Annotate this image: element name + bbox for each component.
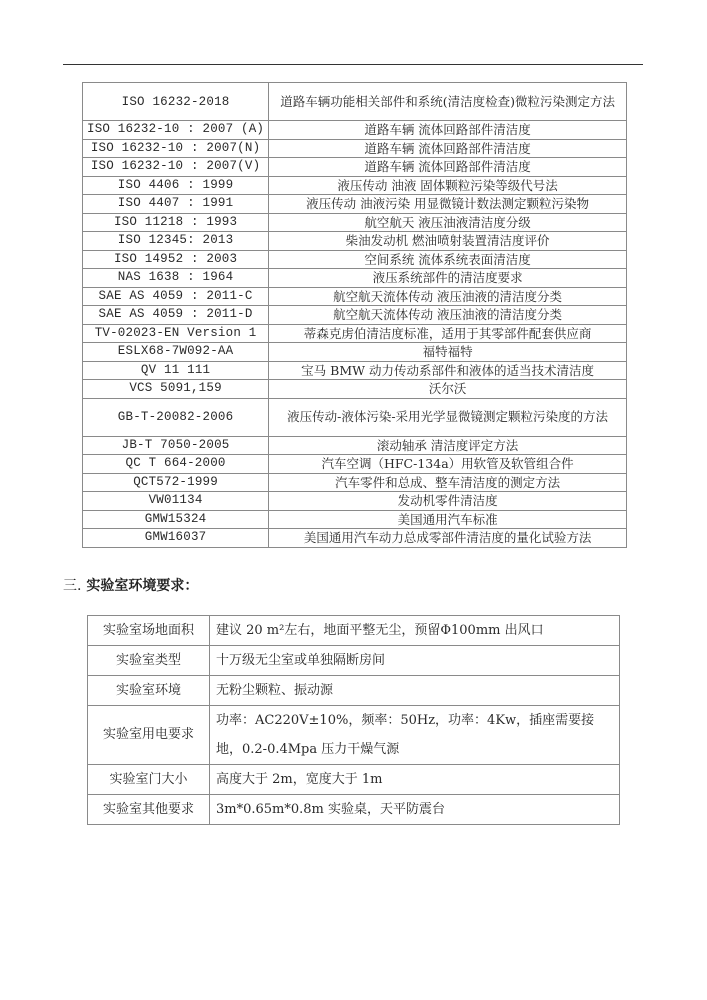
standard-code: ESLX68-7W092-AA (83, 343, 269, 362)
table-row (83, 436, 627, 455)
standard-code: ISO 16232-2018 (83, 83, 269, 121)
standard-code: VCS 5091,159 (83, 380, 269, 399)
table-row (88, 616, 620, 646)
standard-code: ISO 16232-10 : 2007 (A) (83, 121, 269, 140)
standard-name: 美国通用汽车动力总成零部件清洁度的量化试验方法 (269, 529, 627, 548)
standard-code: QV 11 111 (83, 361, 269, 380)
table-row (83, 287, 627, 306)
standard-name: 道路车辆 流体回路部件清洁度 (269, 158, 627, 177)
table-row (83, 343, 627, 362)
table-row (88, 765, 620, 795)
requirement-value: 十万级无尘室或单独隔断房间 (210, 646, 620, 676)
standard-code: TV-02023-EN Version 1 (83, 324, 269, 343)
standard-code: SAE AS 4059 : 2011-C (83, 287, 269, 306)
table-row (83, 361, 627, 380)
requirement-value: 高度大于 2m，宽度大于 1m (210, 765, 620, 795)
standard-name: 航空航天流体传动 液压油液的清洁度分类 (269, 287, 627, 306)
standard-name: 滚动轴承 清洁度评定方法 (269, 436, 627, 455)
standard-code: ISO 4406 : 1999 (83, 176, 269, 195)
standard-name: 空间系统 流体系统表面清洁度 (269, 250, 627, 269)
requirement-value: 无粉尘颗粒、振动源 (210, 676, 620, 706)
standard-name: 福特福特 (269, 343, 627, 362)
requirement-label: 实验室类型 (88, 646, 210, 676)
standard-code: ISO 12345: 2013 (83, 232, 269, 251)
standard-name: 液压传动 油液污染 用显微镜计数法测定颗粒污染物 (269, 195, 627, 214)
standards-table (82, 82, 627, 548)
standard-code: JB-T 7050-2005 (83, 436, 269, 455)
requirement-value: 功率：AC220V±10%，频率：50Hz，功率：4Kw，插座需要接地，0.2-0.4Mpa 压力干燥气源 (210, 706, 620, 765)
standard-name: 宝马 BMW 动力传动系部件和液体的适当技术清洁度 (269, 361, 627, 380)
table-row (83, 529, 627, 548)
table-row (83, 510, 627, 529)
standard-name: 航空航天 液压油液清洁度分级 (269, 213, 627, 232)
standard-name: 道路车辆功能相关部件和系统(清洁度检查)微粒污染测定方法 (269, 83, 627, 121)
standard-name: 蒂森克虏伯清洁度标准，适用于其零部件配套供应商 (269, 324, 627, 343)
standard-code: ISO 16232-10 : 2007(V) (83, 158, 269, 177)
requirement-label: 实验室用电要求 (88, 706, 210, 765)
standard-code: QCT572-1999 (83, 473, 269, 492)
standard-code: ISO 16232-10 : 2007(N) (83, 139, 269, 158)
table-row (83, 455, 627, 474)
requirement-label: 实验室其他要求 (88, 795, 210, 825)
table-row (83, 324, 627, 343)
table-row (83, 139, 627, 158)
table-row (83, 250, 627, 269)
table-row (83, 269, 627, 288)
table-row (88, 646, 620, 676)
standard-name: 液压系统部件的清洁度要求 (269, 269, 627, 288)
section-heading (63, 575, 198, 595)
standard-code: VW01134 (83, 492, 269, 511)
table-row (88, 706, 620, 765)
table-row (83, 380, 627, 399)
standard-name: 发动机零件清洁度 (269, 492, 627, 511)
lab-requirements-table (87, 615, 620, 825)
requirement-value: 3m*0.65m*0.8m 实验桌，天平防震台 (210, 795, 620, 825)
table-row (83, 232, 627, 251)
table-row (83, 83, 627, 121)
requirement-value: 建议 20 m²左右，地面平整无尘，预留Φ100mm 出风口 (210, 616, 620, 646)
table-row (83, 195, 627, 214)
standard-name: 道路车辆 流体回路部件清洁度 (269, 121, 627, 140)
standard-name: 道路车辆 流体回路部件清洁度 (269, 139, 627, 158)
standard-name: 液压传动 油液 固体颗粒污染等级代号法 (269, 176, 627, 195)
standard-code: ISO 11218 : 1993 (83, 213, 269, 232)
table-row (83, 473, 627, 492)
standard-code: SAE AS 4059 : 2011-D (83, 306, 269, 325)
table-row (88, 795, 620, 825)
section-number: 三. (63, 578, 82, 594)
requirement-label: 实验室门大小 (88, 765, 210, 795)
section-title: 实验室环境要求： (86, 578, 199, 594)
standard-code: GB-T-20082-2006 (83, 398, 269, 436)
table-row (83, 492, 627, 511)
header-rule (63, 64, 643, 65)
standard-name: 柴油发动机 燃油喷射装置清洁度评价 (269, 232, 627, 251)
table-row (83, 306, 627, 325)
table-row (83, 121, 627, 140)
table-row (83, 213, 627, 232)
requirement-label: 实验室场地面积 (88, 616, 210, 646)
table-row (88, 676, 620, 706)
table-row (83, 158, 627, 177)
table-row (83, 398, 627, 436)
standard-code: NAS 1638 : 1964 (83, 269, 269, 288)
standard-code: GMW15324 (83, 510, 269, 529)
standard-name: 液压传动-液体污染-采用光学显微镜测定颗粒污染度的方法 (269, 398, 627, 436)
standard-code: GMW16037 (83, 529, 269, 548)
standard-name: 沃尔沃 (269, 380, 627, 399)
requirement-label: 实验室环境 (88, 676, 210, 706)
standard-code: ISO 14952 : 2003 (83, 250, 269, 269)
standard-name: 航空航天流体传动 液压油液的清洁度分类 (269, 306, 627, 325)
standard-name: 美国通用汽车标准 (269, 510, 627, 529)
standard-code: ISO 4407 : 1991 (83, 195, 269, 214)
standard-name: 汽车空调（HFC-134a）用软管及软管组合件 (269, 455, 627, 474)
standard-name: 汽车零件和总成、整车清洁度的测定方法 (269, 473, 627, 492)
table-row (83, 176, 627, 195)
standard-code: QC T 664-2000 (83, 455, 269, 474)
